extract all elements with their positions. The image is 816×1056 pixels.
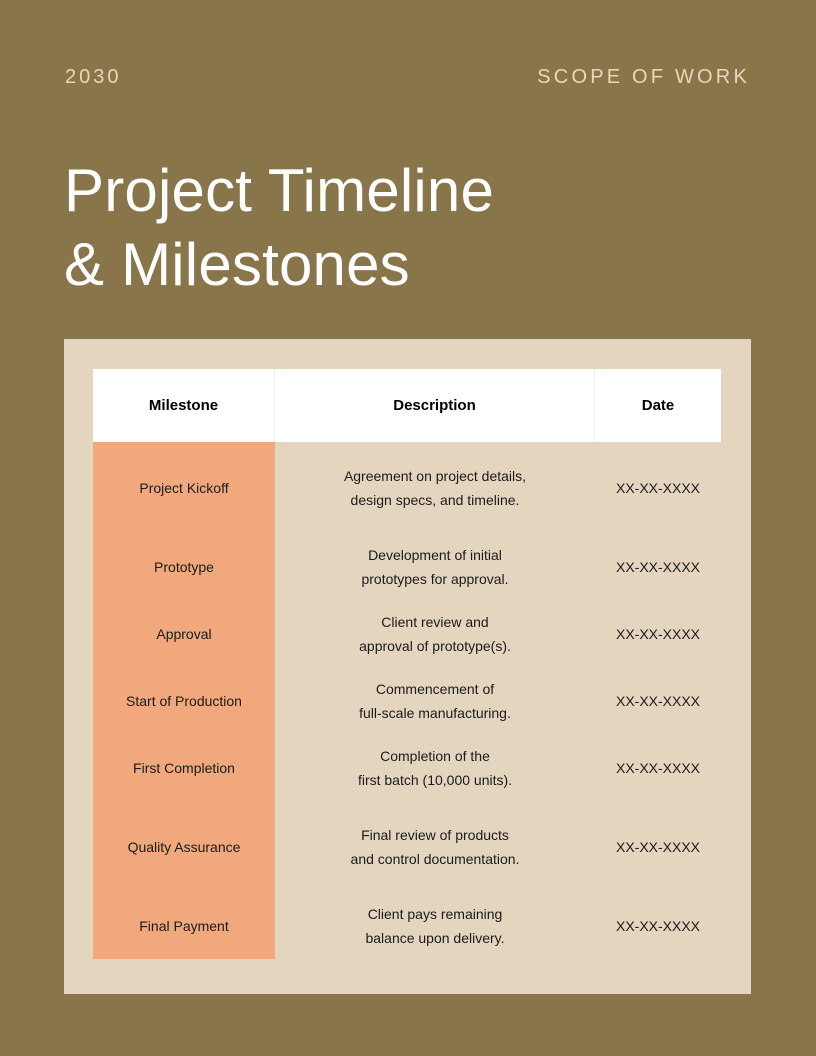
table-row bbox=[93, 801, 721, 893]
milestone-cell: Prototype bbox=[93, 534, 275, 600]
description-cell: Agreement on project details, design specs, and timeline. bbox=[343, 468, 527, 508]
milestone-cell: Final Payment bbox=[93, 893, 275, 959]
table-row bbox=[93, 442, 721, 534]
description-cell: Commencement of full-scale manufacturing. bbox=[359, 680, 511, 721]
description-cell: Client review and approval of prototype(s). bbox=[359, 613, 511, 654]
title-line-2: & Milestones bbox=[64, 231, 410, 298]
year-label: 2030 bbox=[65, 66, 122, 88]
table-row bbox=[93, 734, 721, 801]
description-cell: Development of initial prototypes for approval. bbox=[361, 547, 509, 587]
table-row bbox=[93, 534, 721, 600]
date-cell: XX-XX-XXXX bbox=[615, 480, 701, 496]
column-header-date: Date bbox=[641, 397, 675, 414]
milestones-table bbox=[93, 369, 721, 959]
description-cell: Completion of the first batch (10,000 units). bbox=[357, 747, 513, 788]
title-line-1: Project Timeline bbox=[64, 157, 495, 224]
milestone-cell: Start of Production bbox=[93, 667, 275, 734]
column-header-milestone: Milestone bbox=[93, 369, 275, 442]
top-bar bbox=[65, 66, 750, 94]
date-cell: XX-XX-XXXX bbox=[615, 839, 701, 855]
date-cell: XX-XX-XXXX bbox=[615, 759, 701, 776]
date-cell: XX-XX-XXXX bbox=[615, 625, 701, 642]
page-title bbox=[64, 154, 494, 302]
milestone-cell: First Completion bbox=[93, 734, 275, 801]
date-cell: XX-XX-XXXX bbox=[615, 559, 701, 575]
table-row bbox=[93, 600, 721, 667]
milestone-cell: Quality Assurance bbox=[93, 801, 275, 893]
date-cell: XX-XX-XXXX bbox=[615, 918, 701, 934]
date-cell: XX-XX-XXXX bbox=[615, 692, 701, 709]
scope-label: SCOPE OF WORK bbox=[537, 66, 750, 88]
description-cell: Client pays remaining balance upon delivery. bbox=[365, 906, 505, 946]
milestone-cell: Project Kickoff bbox=[93, 442, 275, 534]
table-row bbox=[93, 667, 721, 734]
table-row bbox=[93, 893, 721, 959]
milestone-panel bbox=[64, 339, 751, 994]
table-header bbox=[93, 369, 721, 442]
description-cell: Final review of products and control documentation. bbox=[350, 827, 520, 867]
milestone-cell: Approval bbox=[93, 600, 275, 667]
column-header-description: Description bbox=[275, 369, 595, 442]
